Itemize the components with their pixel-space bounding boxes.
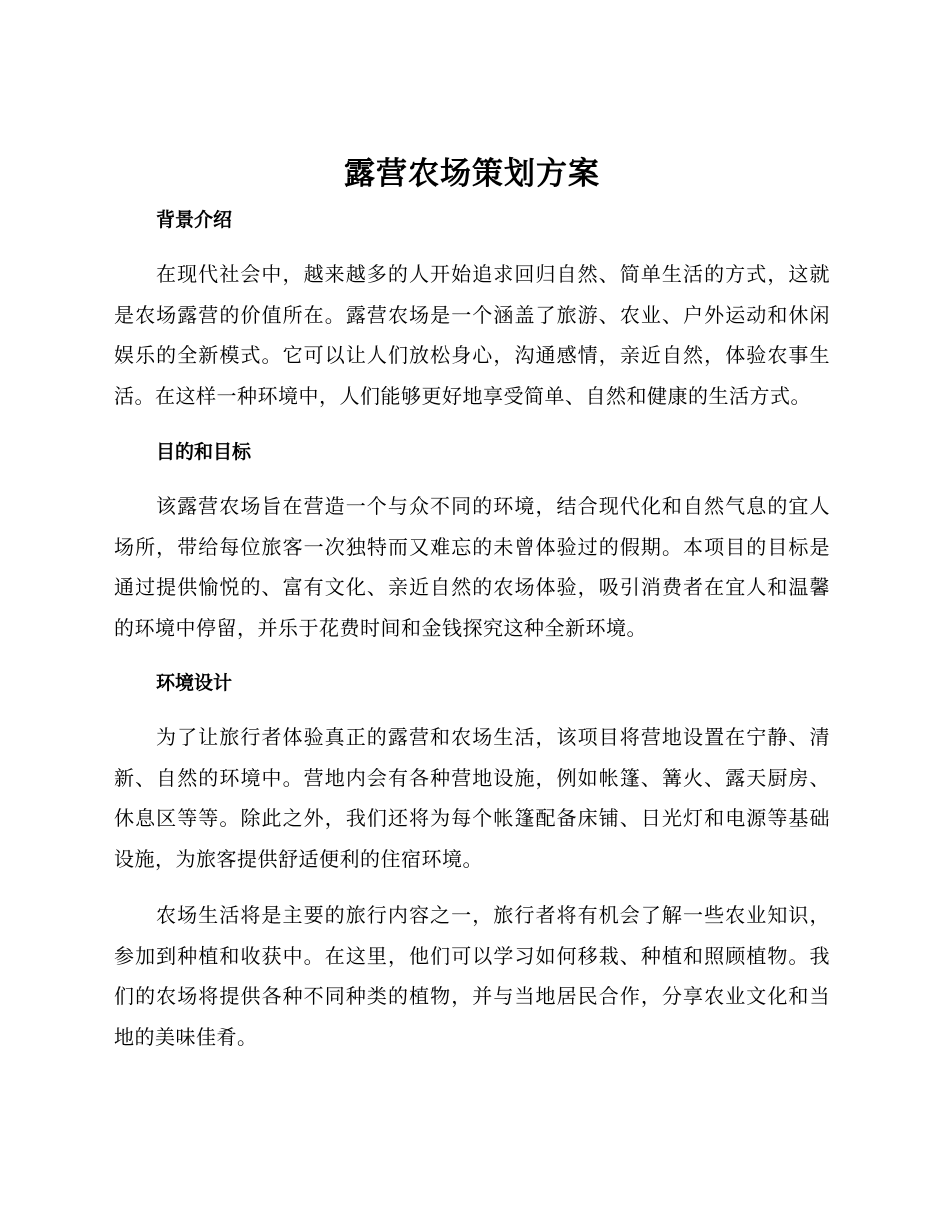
section-heading-background: 背景介绍 [156, 209, 233, 231]
paragraph-goals: 该露营农场旨在营造一个与众不同的环境，结合现代化和自然气息的宜人场所，带给每位旅客一次独特而又难忘的未曾体验过的假期。本项目的目标是通过提供愉悦的、富有文化、亲近自然的农场体验，吸引消费者在宜人和温馨的环境中停留，并乐于花费时间和金钱探究这种全新环境。 [114, 494, 830, 640]
document-title: 露营农场策划方案 [344, 156, 600, 192]
section-heading-environment: 环境设计 [156, 672, 233, 694]
section-heading-goals: 目的和目标 [156, 441, 252, 463]
paragraph-environment-farm-life: 农场生活将是主要的旅行内容之一，旅行者将有机会了解一些农业知识，参加到种植和收获中。在这里，他们可以学习如何移栽、种植和照顾植物。我们的农场将提供各种不同种类的植物，并与当地居民合作，分享农业文化和当地的美味佳肴。 [114, 903, 830, 1049]
paragraph-background: 在现代社会中，越来越多的人开始追求回归自然、简单生活的方式，这就是农场露营的价值所在。露营农场是一个涵盖了旅游、农业、户外运动和休闲娱乐的全新模式。它可以让人们放松身心，沟通感情，亲近自然，体验农事生活。在这样一种环境中，人们能够更好地享受简单、自然和健康的生活方式。 [114, 262, 830, 408]
paragraph-environment-facilities: 为了让旅行者体验真正的露营和农场生活，该项目将营地设置在宁静、清新、自然的环境中。营地内会有各种营地设施，例如帐篷、篝火、露天厨房、休息区等等。除此之外，我们还将为每个帐篷配备床铺、日光灯和电源等基础设施，为旅客提供舒适便利的住宿环境。 [114, 725, 830, 871]
document-page [114, 148, 830, 1057]
